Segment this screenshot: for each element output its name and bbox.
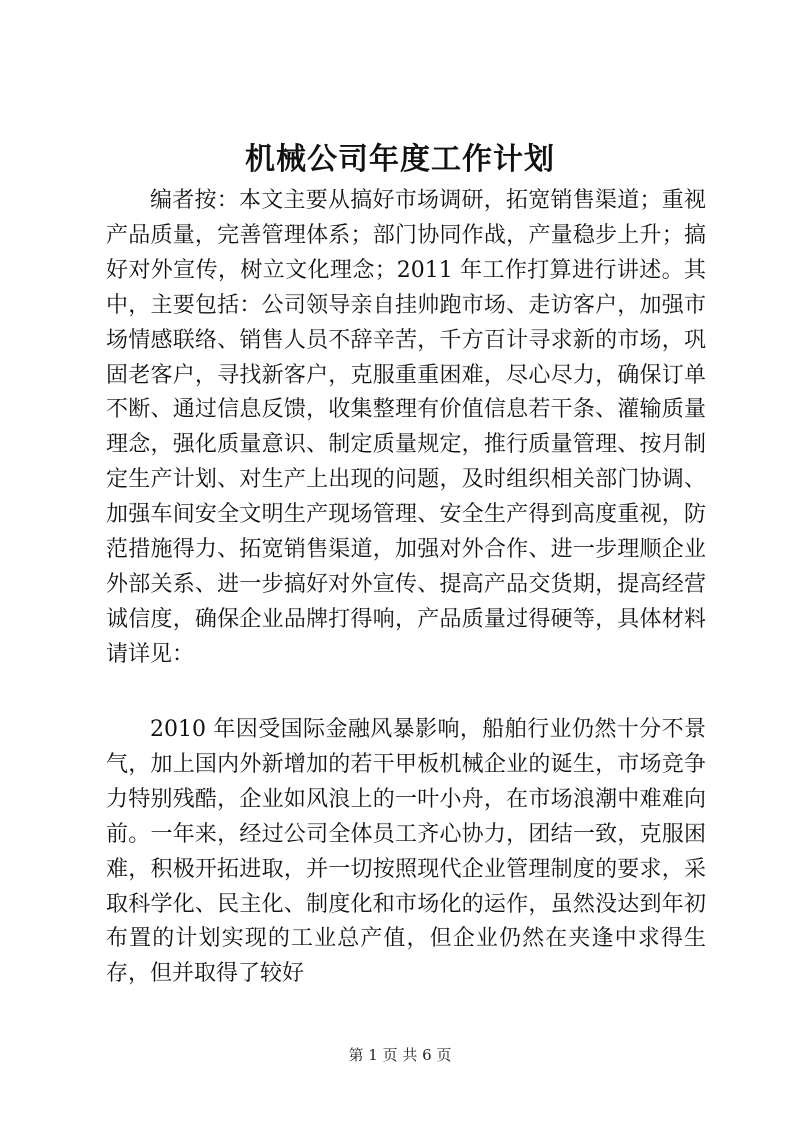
body-paragraph: 2010 年因受国际金融风暴影响，船舶行业仍然十分不景气，加上国内外新增加的若干甲板机械企业的诞生，市场竞争力特别残酷，企业如风浪上的一叶小舟，在市场浪潮中难难向前。一年来，经过公司全体员工齐心协力，团结一致，克服困难，积极开拓进取，并一切按照现代企业管理制度的要求，采取科学化、民主化、制度化和市场化的运作，虽然没达到年初布置的计划实现的工业总产值，但企业仍然在夹逢中求得生存，但并取得了较好 xyxy=(106,717,706,987)
page-number-footer: 第 1 页 共 6 页 xyxy=(348,1046,452,1064)
document-title: 机械公司年度工作计划 xyxy=(245,142,555,177)
editor-note-paragraph: 编者按：本文主要从搞好市场调研，拓宽销售渠道；重视产品质量，完善管理体系；部门协同作战，产量稳步上升；搞好对外宣传，树立文化理念；2011 年工作打算进行讲述。其中，主要包括：公司领导亲自挂帅跑市场、走访客户，加强市场情感联络、销售人员不辞辛苦，千方百计寻求新的市场，巩固老客户，寻找新客户，克服重重困难，尽心尽力，确保订单不断、通过信息反馈，收集整理有价值信息若干条、灌输质量理念，强化质量意识、制定质量规定，推行质量管理、按月制定生产计划、对生产上出现的问题，及时组织相关部门协调、加强车间安全文明生产现场管理、安全生产得到高度重视，防范措施得力、拓宽销售渠道，加强对外合作、进一步理顺企业外部关系、进一步搞好对外宣传、提高产品交货期，提高经营诚信度，确保企业品牌打得响，产品质量过得硬等，具体材料请详见： xyxy=(106,188,706,667)
